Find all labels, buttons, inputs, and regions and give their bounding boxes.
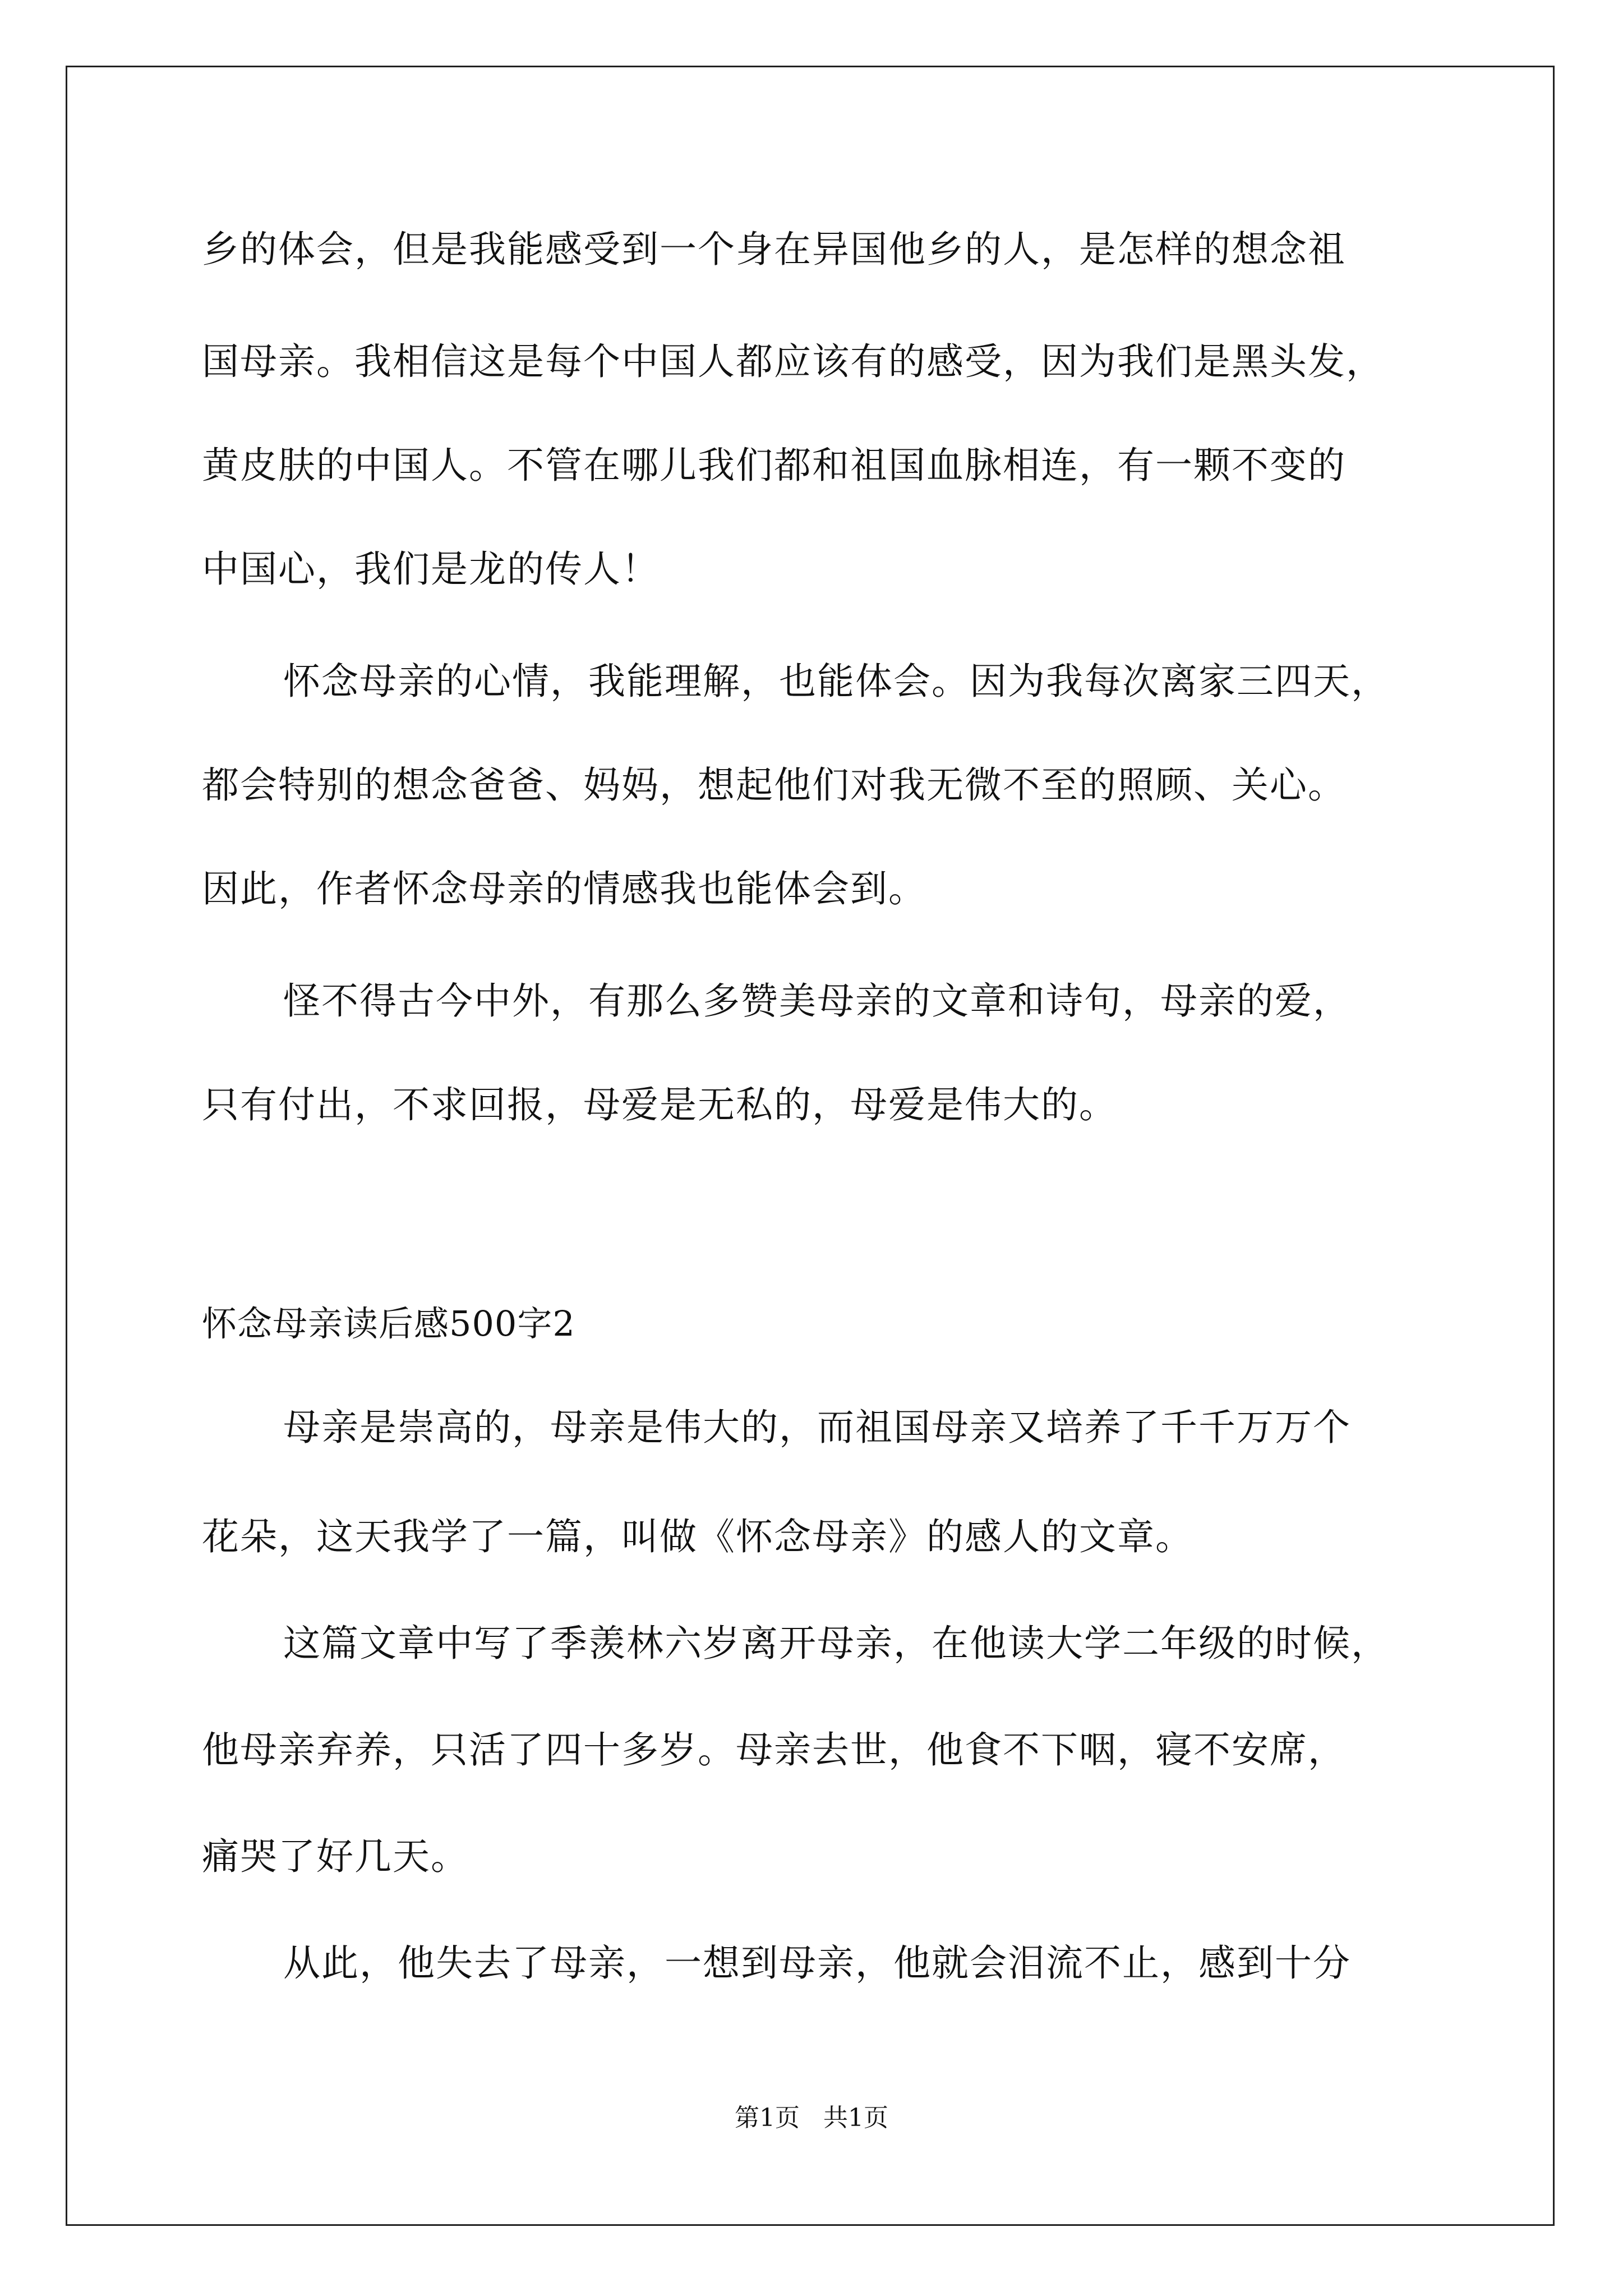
- text-line-4: 中国心，我们是龙的传人！: [202, 547, 660, 591]
- text-line-1: 乡的体会，但是我能感受到一个身在异国他乡的人，是怎样的想念祖: [202, 228, 1346, 271]
- text-line-7: 因此，作者怀念母亲的情感我也能体会到。: [202, 867, 926, 910]
- text-line-11: 母亲是崇高的，母亲是伟大的，而祖国母亲又培养了千千万万个: [283, 1406, 1351, 1449]
- text-line-14: 他母亲弃养，只活了四十多岁。母亲去世，他食不下咽，寝不安席，: [202, 1728, 1346, 1772]
- text-line-3: 黄皮肤的中国人。不管在哪儿我们都和祖国血脉相连，有一颗不变的: [202, 444, 1346, 487]
- page-frame: [66, 66, 1555, 2226]
- text-line-15: 痛哭了好几天。: [202, 1835, 469, 1878]
- text-line-2: 国母亲。我相信这是每个中国人都应该有的感受，因为我们是黑头发，: [202, 340, 1384, 383]
- page-number-footer: 第1页 共1页: [735, 2104, 888, 2132]
- text-line-9: 只有付出，不求回报，母爱是无私的，母爱是伟大的。: [202, 1083, 1117, 1126]
- text-line-6: 都会特别的想念爸爸、妈妈，想起他们对我无微不至的照顾、关心。: [202, 763, 1346, 807]
- text-line-16: 从此，他失去了母亲，一想到母亲，他就会泪流不止，感到十分: [283, 1941, 1351, 1985]
- text-line-12: 花朵，这天我学了一篇，叫做《怀念母亲》的感人的文章。: [202, 1515, 1193, 1558]
- text-line-5: 怀念母亲的心情，我能理解，也能体会。因为我每次离家三四天，: [283, 660, 1389, 703]
- section-heading: 怀念母亲读后感500字2: [202, 1303, 575, 1344]
- text-line-13: 这篇文章中写了季羡林六岁离开母亲，在他读大学二年级的时候，: [283, 1622, 1389, 1665]
- text-line-8: 怪不得古今中外，有那么多赞美母亲的文章和诗句，母亲的爱，: [283, 979, 1351, 1023]
